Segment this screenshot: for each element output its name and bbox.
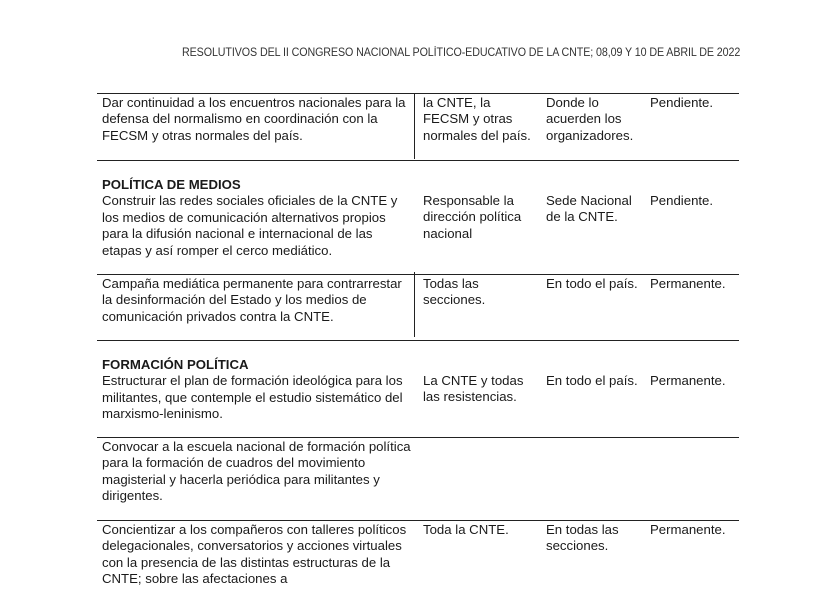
place-cell: En todo el país.: [546, 276, 638, 291]
status-cell: Permanente.: [650, 276, 726, 291]
table-row: [97, 340, 739, 437]
action-cell: Campaña mediática permanente para contrarrestar la desinformación del Estado y los medios de comunicación privados contra la CNTE.: [102, 276, 402, 324]
responsible-cell: la CNTE, la FECSM y otras normales del país.: [423, 95, 531, 143]
action-cell: Dar continuidad a los encuentros nacionales para la defensa del normalismo en coordinación con la FECSM y otras normales del país.: [102, 95, 406, 143]
place-cell: En todas las secciones.: [546, 522, 619, 554]
responsible-cell: Toda la CNTE.: [423, 522, 509, 537]
responsible-cell: La CNTE y todas las resistencias.: [423, 373, 524, 405]
status-cell: Permanente.: [650, 522, 726, 537]
resolutions-table: [97, 93, 739, 601]
section-title: POLÍTICA DE MEDIOS: [102, 177, 241, 192]
action-cell: Concientizar a los compañeros con talleres políticos delegacionales, conversatorios y acciones virtuales con la presencia de las distintas estructuras de la CNTE; sobre las afectaciones a: [102, 522, 407, 587]
place-cell: En todo el país.: [546, 373, 638, 388]
status-cell: Pendiente.: [650, 95, 714, 110]
document-header: RESOLUTIVOS DEL II CONGRESO NACIONAL POLÍTICO-EDUCATIVO DE LA CNTE; 08,09 Y 10 DE ABRIL DE 2022: [181, 47, 740, 59]
responsible-cell: Todas las secciones.: [423, 276, 486, 308]
place-cell: Sede Nacional de la CNTE.: [546, 193, 632, 225]
responsible-cell: Responsable la dirección política nacional: [423, 193, 522, 241]
table-row: [97, 437, 739, 520]
action-cell: Construir las redes sociales oficiales de la CNTE y los medios de comunicación alternativos propios para la difusión nacional e internacional de las etapas y así romper el cerco mediático.: [102, 193, 398, 258]
action-cell: Convocar a la escuela nacional de formación política para la formación de cuadros del movimiento magisterial y hacerla periódica para militantes y dirigentes.: [102, 439, 411, 504]
table-row: [97, 93, 739, 160]
section-block: [102, 357, 414, 423]
place-cell: Donde lo acuerden los organizadores.: [546, 95, 634, 143]
table-row: [97, 160, 739, 274]
status-cell: Permanente.: [650, 373, 726, 388]
section-title: FORMACIÓN POLÍTICA: [102, 357, 249, 372]
table-row: [97, 520, 739, 601]
table-row: [97, 274, 739, 340]
action-cell: Estructurar el plan de formación ideológica para los militantes, que contemple el estudio sistemático del marxismo-leninismo.: [102, 373, 403, 422]
section-block: [102, 177, 414, 259]
status-cell: Pendiente.: [650, 193, 714, 208]
